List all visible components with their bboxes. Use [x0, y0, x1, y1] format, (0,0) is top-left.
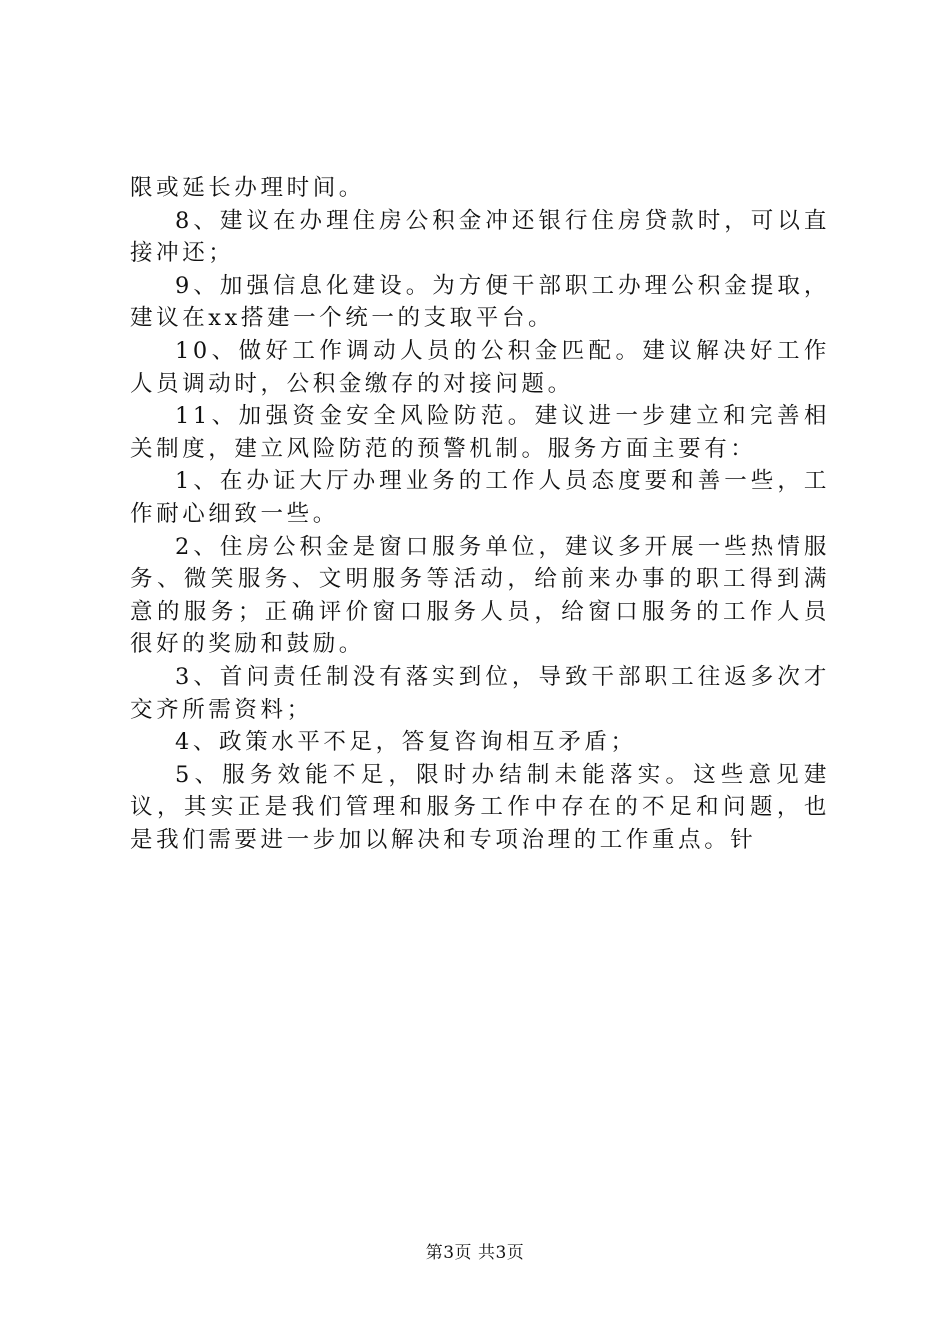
- paragraph-item-11: 11、加强资金安全风险防范。建议进一步建立和完善相关制度，建立风险防范的预警机制。服务方面主要有：: [130, 403, 830, 462]
- paragraph-service-5: 5、服务效能不足，限时办结制未能落实。这些意见建议，其实正是我们管理和服务工作中存在的不足和问题，也是我们需要进一步加以解决和专项治理的工作重点。针: [130, 761, 830, 853]
- document-body: [130, 172, 830, 856]
- paragraph-item-8: 8、建议在办理住房公积金冲还银行住房贷款时，可以直接冲还；: [130, 207, 830, 267]
- paragraph-service-3: 3、首问责任制没有落实到位，导致干部职工往返多次才交齐所需资料；: [130, 663, 830, 723]
- paragraph-service-2: 2、住房公积金是窗口服务单位，建议多开展一些热情服务、微笑服务、文明服务等活动，给前来办事的职工得到满意的服务；正确评价窗口服务人员，给窗口服务的工作人员很好的奖励和鼓励。: [130, 533, 830, 658]
- paragraph-service-1: 1、在办证大厅办理业务的工作人员态度要和善一些，工作耐心细致一些。: [130, 468, 830, 527]
- paragraph-continuation: 限或延长办理时间。: [130, 175, 365, 201]
- paragraph-service-4: 4、政策水平不足，答复咨询相互矛盾；: [175, 729, 637, 756]
- paragraph-item-9: 9、加强信息化建设。为方便干部职工办理公积金提取，建议在xx搭建一个统一的支取平台。: [130, 272, 830, 332]
- paragraph-item-10: 10、做好工作调动人员的公积金匹配。建议解决好工作人员调动时，公积金缴存的对接问题。: [130, 337, 830, 397]
- page-footer: 第3页 共3页: [425, 1243, 525, 1263]
